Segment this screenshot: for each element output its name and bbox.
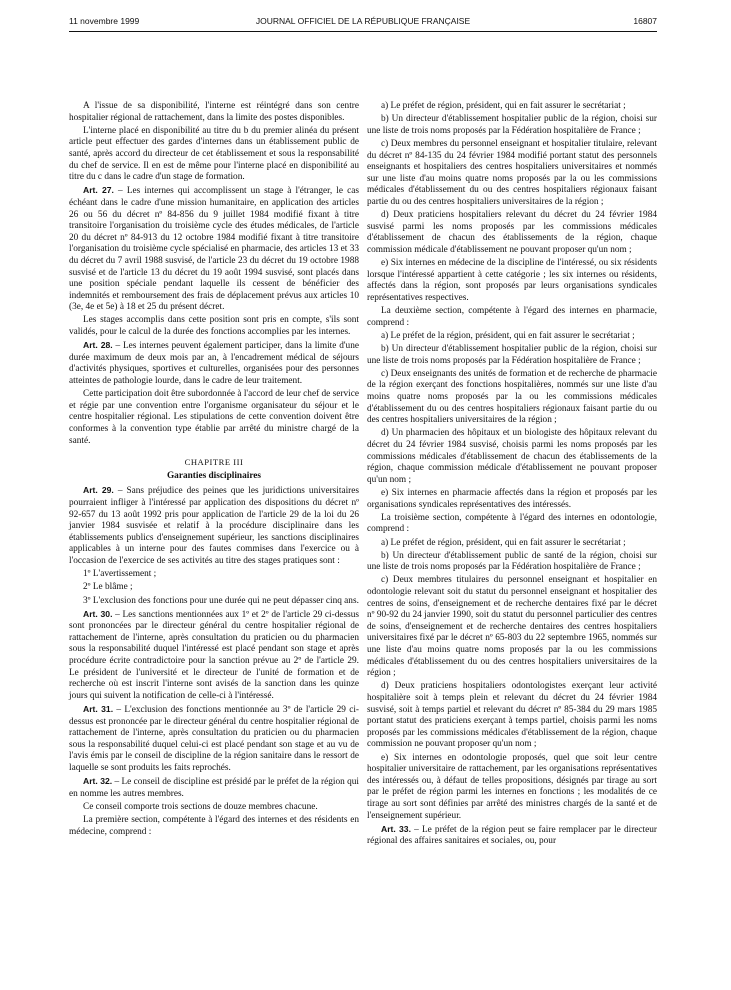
paragraph: 2º Le blâme ; xyxy=(83,582,133,593)
article-paragraph xyxy=(367,824,657,848)
paragraph: d) Deux praticiens hospitaliers relevant du décret du 24 février 1984 susvisé parmi les noms proposés par les commissions médicales d'établissement de chacun des établissements de la région, chaque commission médicale d'établissement ne pouvant proposer qu'un nom ; xyxy=(367,210,657,255)
article-label: Art. 29. xyxy=(83,485,114,496)
paragraph: e) Six internes en odontologie proposés, quel que soit leur centre hospitalier universitaire de rattachement, par les organisations représentatives des intéressés ou, à défaut de telles propositions, désignés par tirage au sort par le préfet de région parmi les internes en fonctions ; les modalités de ce tirage au sort sont définies par arrêté des ministres chargés de la santé et de l'enseignement supérieur. xyxy=(367,752,657,821)
paragraph: Cette participation doit être subordonnée à l'accord de leur chef de service et régie par une convention entre l'organisme organisateur du séjour et le centre hospitalier régional. Les stipulations de cette convention doivent être conformes à la convention type établie par arrêté du ministre chargé de la santé. xyxy=(69,389,359,446)
paragraph: L'interne placé en disponibilité au titre du b du premier alinéa du présent article peut effectuer des gardes d'internes dans un établissement public de santé, après accord du directeur de cet établissement et sous la responsabilité du chef de service. Il en est de même pour l'interne placé en disponibilité au titre du c dans le cadre d'un stage de formation. xyxy=(69,125,359,183)
article-label: Art. 30. xyxy=(83,608,113,619)
paragraph: d) Deux praticiens hospitaliers odontologistes exerçant leur activité hospitalière soit à temps plein et relevant du décret du 24 février 1984 susvisé, soit à temps partiel et relevant du décret nº 85-384 du 29 mars 1985 portant statut des praticiens exerçant à temps partiel, choisis parmi les noms proposés par les commissions médicales d'établissement de la région, chaque commission ne pouvant proposer qu'un nom ; xyxy=(367,681,657,750)
paragraph: La troisième section, compétente à l'égard des internes en odontologie, comprend : xyxy=(367,512,657,535)
paragraph: La deuxième section, compétente à l'égard des internes en pharmacie, comprend : xyxy=(367,306,657,328)
paragraph: b) Un directeur d'établissement hospitalier public de la région, choisi sur une liste de trois noms proposés par la Fédération hospitalière de France ; xyxy=(367,344,657,366)
article-label: Art. 31. xyxy=(83,704,114,715)
article-label: Art. 27. xyxy=(83,185,114,196)
paragraph: La première section, compétente à l'égard des internes et des résidents en médecine, comprend : xyxy=(69,815,359,837)
article-text: – Les internes qui accomplissent un stage à l'étranger, le cas échéant dans le cadre d'une mission humanitaire, en application des articles 26 ou 56 du décret nº 84-856 du 9 juillet 1984 modifié fixant à titre transitoire l'organisation du troisième cycle des études médicales, de l'article 20 du décret nº 84-913 du 12 octobre 1984 modifié fixant à titre transitoire l'organisation du troisième cycle spécialisé en pharmacie, des articles 13 et 33 du décret du 7 avril 1988 susvisé, de l'article 23 du décret du 19 octobre 1988 susvisé et de l'article 13 du décret du 19 août 1994 susvisé, sont placés dans une position spéciale pendant laquelle ils cessent de bénéficier des indemnités et remboursement des frais de déplacement prévus aux articles 10 (3e, 4e et 5e) à 18 et 25 du présent décret. xyxy=(69,186,359,313)
paragraph: 3º L'exclusion des fonctions pour une durée qui ne peut dépasser cinq ans. xyxy=(83,595,359,606)
left-column xyxy=(69,101,359,840)
article-text: – Le conseil de discipline est présidé par le préfet de la région qui en nomme les autres membres. xyxy=(69,777,359,799)
header-journal-title: JOURNAL OFFICIEL DE LA RÉPUBLIQUE FRANÇAISE xyxy=(255,16,471,26)
paragraph: c) Deux membres du personnel enseignant et hospitalier titulaire, relevant du décret nº 84-135 du 24 février 1984 modifié portant statut des personnels enseignants et hospitaliers des centres hospitaliers universitaires et nommés sur une liste d'au moins quatre noms proposés par la ou les commissions médicales d'établissement du ou des centres hospitaliers régionaux faisant partie du ou des centres hospitaliers universitaires de la région ; xyxy=(367,138,657,207)
paragraph: a) Le préfet de la région, président, qui en fait assurer le secrétariat ; xyxy=(381,330,635,341)
article-text: – Les sanctions mentionnées aux 1º et 2º de l'article 29 ci-dessus sont prononcées par le directeur général du centre hospitalier régional de rattachement de l'interne, après consultation du praticien ou du pharmacien sous la responsabilité duquel l'intéressé est placé pendant son stage et après procédure écrite contradictoire pour la sanction prévue au 2º de l'article 29. Le président de l'université et le directeur de l'unité de formation et de recherche où est inscrit l'interne sont avisés de la sanction dans les quinze jours qui suivent la notification de celle-ci à l'intéressé. xyxy=(69,609,359,701)
header-rule xyxy=(69,31,657,32)
paragraph: a) Le préfet de région, président, qui en fait assurer le secrétariat ; xyxy=(381,537,626,548)
article-paragraph xyxy=(69,776,359,800)
article-label: Art. 32. xyxy=(83,776,113,787)
header-date: 11 novembre 1999 xyxy=(69,16,140,26)
paragraph: b) Un directeur d'établissement hospitalier public de la région, choisi sur une liste de trois noms proposés par la Fédération hospitalière de France ; xyxy=(367,114,657,136)
article-paragraph xyxy=(69,485,359,567)
paragraph: Les stages accomplis dans cette position sont pris en compte, s'ils sont validés, pour le calcul de la durée des fonctions accomplies par les internes. xyxy=(69,315,359,338)
article-paragraph xyxy=(69,185,359,314)
article-label: Art. 33. xyxy=(381,823,411,834)
chapter-title: Garanties disciplinaires xyxy=(166,470,262,481)
paragraph: b) Un directeur d'établissement public de santé de la région, choisi sur une liste de trois noms proposés par la Fédération hospitalière de France ; xyxy=(367,550,657,573)
paragraph: e) Six internes en pharmacie affectés dans la région et proposés par les organisations syndicales représentatives des intéressés. xyxy=(367,487,657,510)
paragraph: d) Un pharmacien des hôpitaux et un biologiste des hôpitaux relevant du décret du 24 février 1984 susvisé, choisis parmi les noms proposés par les commissions médicales d'établissement de chacun des établissements de la région, chaque commission médicale d'établissement ne pouvant proposer qu'un nom ; xyxy=(367,428,657,485)
paragraph: A l'issue de sa disponibilité, l'interne est réintégré dans son centre hospitalier régional de rattachement, dans la limite des postes disponibles. xyxy=(69,101,359,123)
article-paragraph xyxy=(69,704,359,775)
article-paragraph xyxy=(69,609,359,703)
paragraph: c) Deux membres titulaires du personnel enseignant et hospitalier en odontologie relevant soit du statut du personnel enseignant et hospitalier des centres de soins, d'enseignement et de recherche dentaires fixé par le décret nº 90-92 du 24 janvier 1990, soit du statut du personnel particulier des centres de soins, d'enseignement et de recherche dentaires des centres hospitaliers universitaires fixé par le décret nº 65-803 du 22 septembre 1965, nommés sur une liste d'au moins quatre noms proposés par la ou les commissions médicales d'établissement du ou des centres hospitaliers universitaires de la région ; xyxy=(367,575,657,679)
article-text: – Sans préjudice des peines que les juridictions universitaires pourraient infliger à l'intéressé par application des dispositions du décret nº 92-657 du 13 août 1992 pris pour application de l'article 29 de la loi du 26 janvier 1984 susvisée et relatif à la procédure disciplinaire dans les établissements publics d'enseignement supérieur, les sanctions disciplinaires applicables à un interne pour des fautes commises dans l'exercice ou à l'occasion de l'exercice de ses activités au titre des stages pratiques sont : xyxy=(69,486,360,566)
paragraph: e) Six internes en médecine de la discipline de l'intéressé, ou six résidents lorsque l'intéressé appartient à cette catégorie ; les six internes ou résidents, affectés dans la région, sont proposés par leurs organisations syndicales représentatives respectives. xyxy=(367,258,657,303)
article-label: Art. 28. xyxy=(83,340,113,351)
paragraph: 1º L'avertissement ; xyxy=(83,569,157,580)
article-text: – L'exclusion des fonctions mentionnée au 3º de l'article 29 ci-dessus est prononcée par le directeur général du centre hospitalier régional de rattachement de l'interne, après consultation du praticien ou du pharmacien sous la responsabilité duquel celui-ci est placé pendant son stage et au vu de l'avis émis par le conseil de discipline de la région sanitaire dans le ressort de laquelle se sont produits les faits reprochés. xyxy=(69,705,359,773)
article-text: – Le préfet de la région peut se faire remplacer par le directeur régional des affaires sanitaires et sociales, ou, pour xyxy=(367,824,657,847)
page-header xyxy=(69,16,657,30)
paragraph: c) Deux enseignants des unités de formation et de recherche de pharmacie de la région exerçant des fonctions hospitalières, nommés sur une liste d'au moins quatre noms proposés par la ou les commissions médicales d'établissement du ou des centres hospitaliers régionaux faisant partie du ou des centres hospitaliers universitaires de la région ; xyxy=(367,368,657,426)
header-page-number: 16807 xyxy=(633,16,657,26)
article-paragraph xyxy=(69,340,359,387)
paragraph: a) Le préfet de région, président, qui en fait assurer le secrétariat ; xyxy=(381,101,626,111)
right-column xyxy=(367,101,657,850)
chapter-heading: CHAPITRE III xyxy=(184,457,244,468)
paragraph: Ce conseil comporte trois sections de douze membres chacune. xyxy=(83,801,318,812)
article-text: – Les internes peuvent également participer, dans la limite d'une durée maximum de deux mois par an, à l'encadrement médical de séjours d'activités physiques, sportives et culturelles, organisées pour des personnes atteintes de pathologie lourde, dans le cadre de leur traitement. xyxy=(69,341,359,387)
